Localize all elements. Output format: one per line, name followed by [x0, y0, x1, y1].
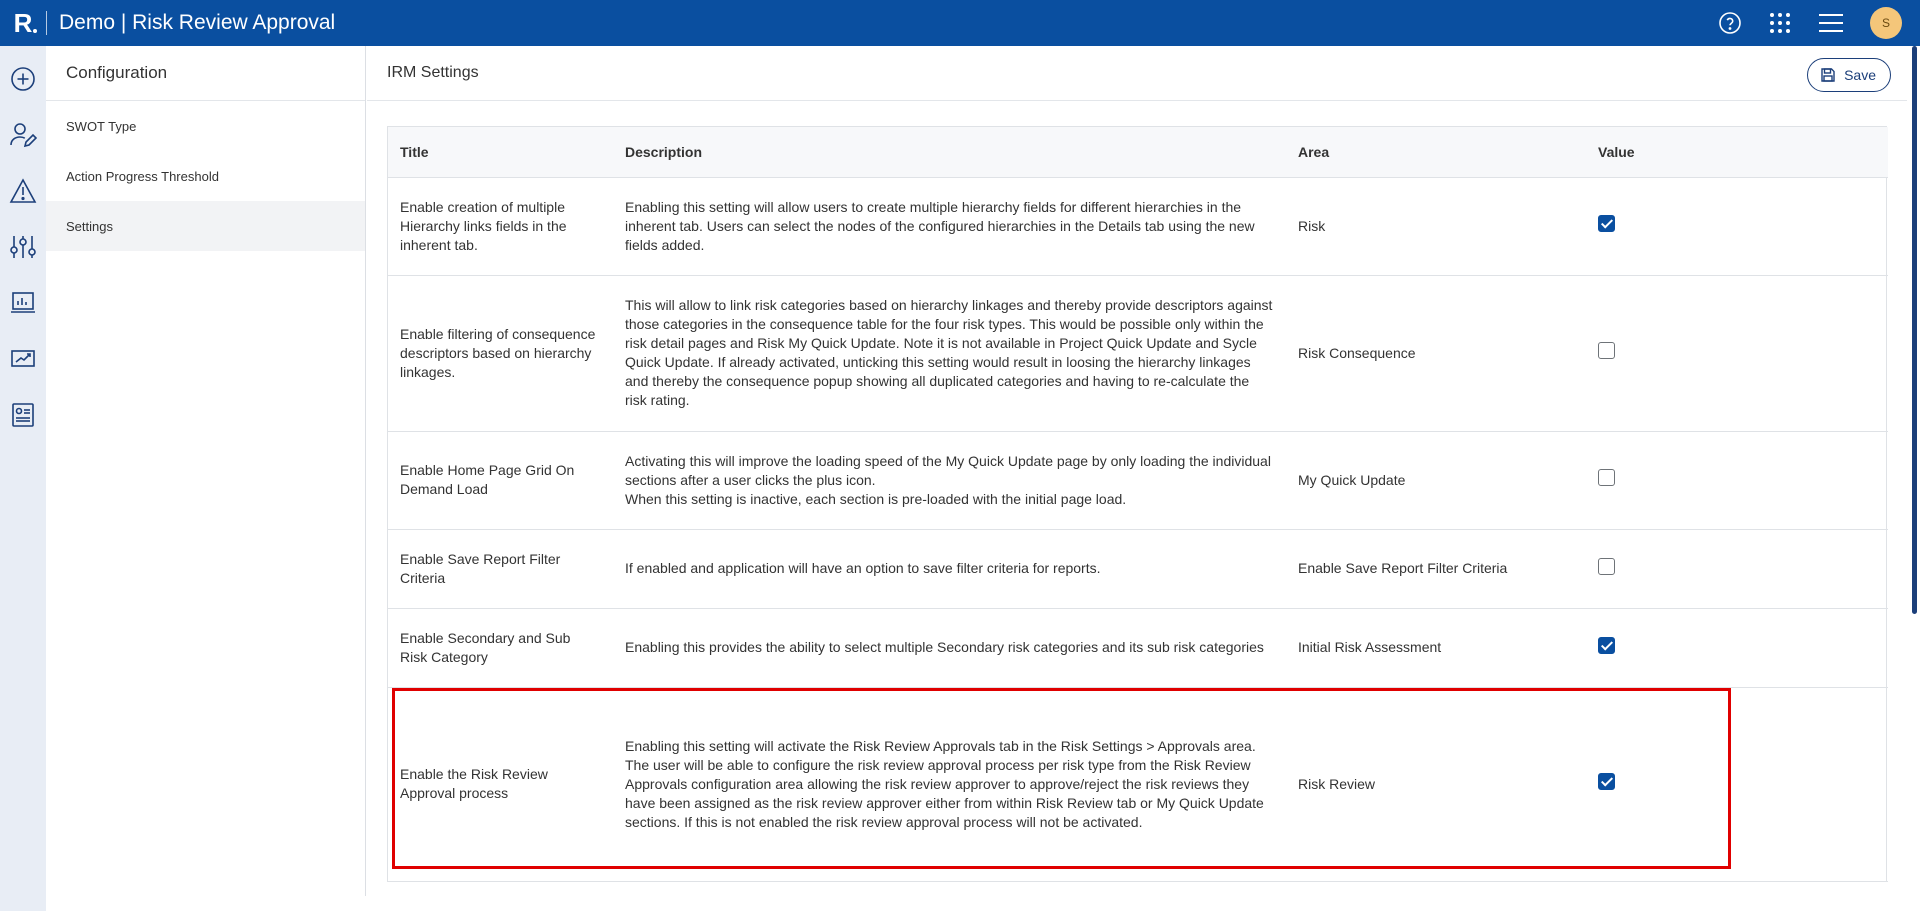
- value-checkbox[interactable]: [1598, 558, 1615, 575]
- row-area: Risk: [1286, 177, 1586, 275]
- row-title: Enable the Risk Review Approval process: [388, 687, 613, 881]
- trend-chart-icon[interactable]: [0, 331, 46, 387]
- table-row: [388, 687, 1888, 881]
- row-description: Enabling this provides the ability to select multiple Secondary risk categories and its sub risk categories: [613, 608, 1286, 687]
- column-header-title: Title: [388, 127, 613, 177]
- configuration-title: Configuration: [46, 46, 365, 101]
- app-logo[interactable]: R: [6, 0, 40, 46]
- user-avatar[interactable]: S: [1870, 7, 1902, 39]
- row-area: Enable Save Report Filter Criteria: [1286, 529, 1586, 608]
- save-label: Save: [1844, 67, 1876, 83]
- main-panel: [367, 46, 1907, 911]
- table-row: [388, 608, 1888, 687]
- table-header-row: [388, 127, 1888, 177]
- column-header-description: Description: [613, 127, 1286, 177]
- config-item-settings[interactable]: Settings: [46, 201, 365, 251]
- help-circle-icon[interactable]: [1718, 11, 1742, 35]
- row-title: Enable Save Report Filter Criteria: [388, 529, 613, 608]
- row-description: This will allow to link risk categories based on hierarchy linkages and thereby provide descriptors against those categories in the consequence table for the four risk types. This would be possible only within the risk detail pages and Risk My Quick Update. Note it is not available in Project Quick Update and Sycle Quick Update. If already activated, unticking this setting would result in loosing the hierarchy linkages and thereby the consequence popup showing all duplicated categories and having to re-calculate the risk rating.: [613, 275, 1286, 431]
- configuration-panel: [46, 46, 366, 896]
- table-row: [388, 529, 1888, 608]
- row-title: Enable filtering of consequence descriptors based on hierarchy linkages.: [388, 275, 613, 431]
- value-checkbox[interactable]: [1598, 342, 1615, 359]
- sliders-icon[interactable]: [0, 219, 46, 275]
- column-header-area: Area: [1286, 127, 1586, 177]
- table-row: [388, 177, 1888, 275]
- value-checkbox[interactable]: [1598, 215, 1615, 232]
- add-circle-icon[interactable]: [0, 51, 46, 107]
- table-row: [388, 275, 1888, 431]
- report-icon[interactable]: [0, 275, 46, 331]
- value-checkbox[interactable]: [1598, 469, 1615, 486]
- logo-divider: [46, 11, 47, 35]
- row-description: Enabling this setting will allow users to create multiple hierarchy fields for different hierarchies in the inherent tab. Users can select the nodes of the configured hierarchies in the Details tab using the new fields added.: [613, 177, 1286, 275]
- row-area: Initial Risk Assessment: [1286, 608, 1586, 687]
- app-title: Demo | Risk Review Approval: [59, 11, 336, 34]
- row-description: Enabling this setting will activate the Risk Review Approvals tab in the Risk Settings > Approvals area. The user will be able to configure the risk review approval process per risk type from the Risk Review Approvals configuration area allowing the risk review approver to approve/reject the risk reviews they have been assigned as the risk review approver either from within Risk Review tab or My Quick Update sections. If this is not enabled the risk review approval process will not be activated.: [613, 687, 1286, 881]
- row-description: Activating this will improve the loading speed of the My Quick Update page by only loading the individual sections after a user clicks the plus icon.: [625, 452, 1271, 488]
- form-icon[interactable]: [0, 387, 46, 443]
- save-button[interactable]: [1807, 58, 1891, 92]
- row-description: If enabled and application will have an option to save filter criteria for reports.: [613, 529, 1286, 608]
- app-grid-icon[interactable]: [1768, 11, 1792, 35]
- value-checkbox[interactable]: [1598, 637, 1615, 654]
- settings-table: [387, 126, 1887, 882]
- scrollbar[interactable]: [1912, 46, 1917, 614]
- row-area: My Quick Update: [1286, 431, 1586, 529]
- hamburger-menu-icon[interactable]: [1818, 12, 1844, 34]
- warning-triangle-icon[interactable]: [0, 163, 46, 219]
- row-description-note: When this setting is inactive, each section is pre-loaded with the initial page load.: [625, 490, 1127, 507]
- save-icon: [1820, 67, 1836, 83]
- row-title: Enable Home Page Grid On Demand Load: [388, 431, 613, 529]
- column-header-value: Value: [1586, 127, 1888, 177]
- page-title: IRM Settings: [387, 64, 479, 81]
- icon-rail: [0, 46, 46, 911]
- config-item-swot-type[interactable]: SWOT Type: [66, 118, 137, 134]
- user-edit-icon[interactable]: [0, 107, 46, 163]
- config-item-action-progress-threshold[interactable]: Action Progress Threshold: [66, 168, 219, 184]
- row-area: Risk Review: [1286, 687, 1586, 881]
- row-title: Enable Secondary and Sub Risk Category: [388, 608, 613, 687]
- value-checkbox[interactable]: [1598, 773, 1615, 790]
- row-title: Enable creation of multiple Hierarchy links fields in the inherent tab.: [388, 177, 613, 275]
- row-area: Risk Consequence: [1286, 275, 1586, 431]
- top-bar: [0, 0, 1920, 46]
- table-row: [388, 431, 1888, 529]
- page-header: [367, 46, 1907, 101]
